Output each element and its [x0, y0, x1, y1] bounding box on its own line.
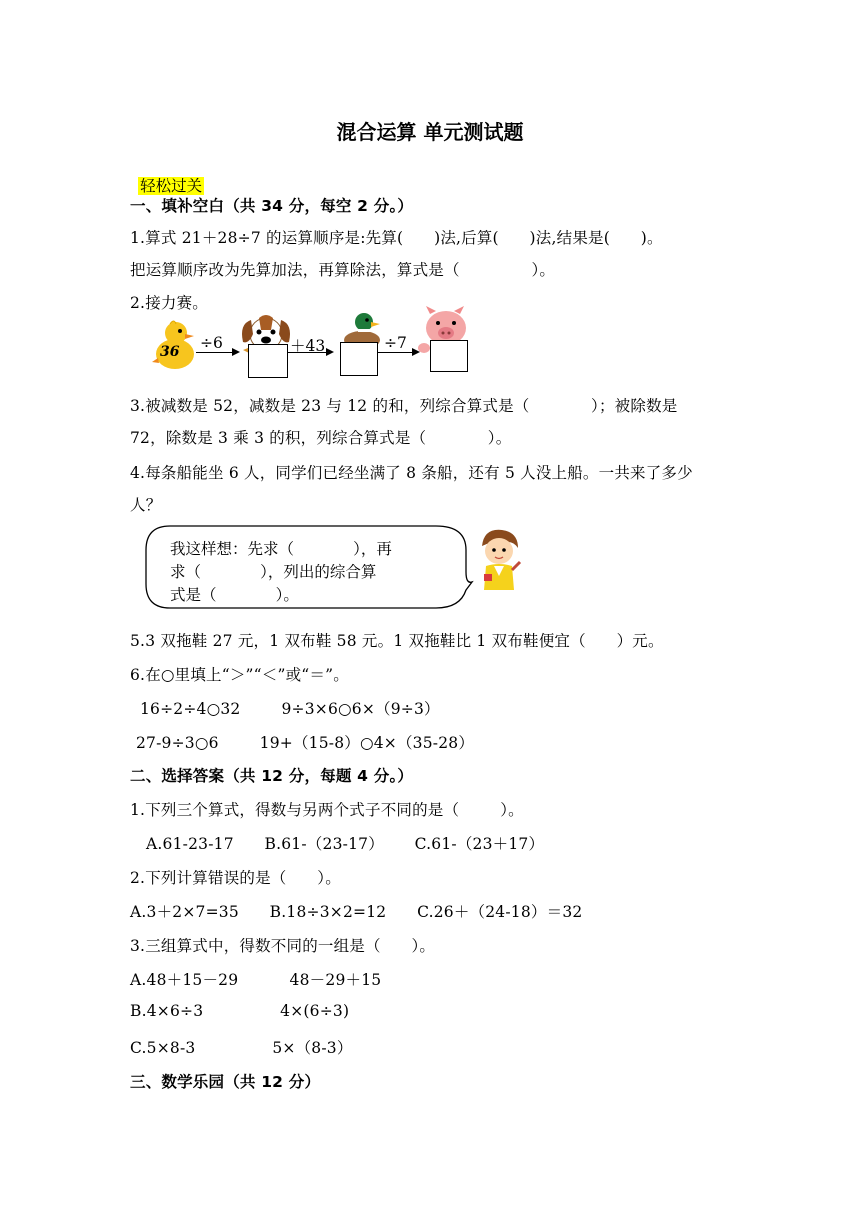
relay-op-1: ÷6 [200, 334, 223, 352]
bubble-line-2: 求（ ），列出的综合算 [170, 563, 377, 581]
q4-line1: 4.每条船能坐 6 人，同学们已经坐满了 8 条船，还有 5 人没上船。一共来了多少 [130, 464, 693, 482]
q3-line2: 72，除数是 3 乘 3 的积，列综合算式是（ ）。 [130, 429, 512, 447]
s2-q1-text: 1.下列三个算式，得数与另两个式子不同的是（ ）。 [130, 801, 524, 819]
relay-answer-box-1[interactable] [248, 344, 288, 378]
bubble-line-3: 式是（ ）。 [170, 586, 299, 604]
level-badge [128, 155, 204, 196]
s2-q3-option-a: A.48＋15－29 48－29＋15 [130, 971, 382, 989]
level-badge-text: 轻松过关 [140, 177, 203, 195]
boy-thinking-icon [472, 526, 528, 592]
q1-line2: 把运算顺序改为先算加法，再算除法，算式是（ ）。 [130, 261, 556, 279]
relay-arrow-2 [288, 352, 326, 353]
q3-line1: 3.被减数是 52，减数是 23 与 12 的和，列综合算式是（ ）；被除数是 [130, 397, 678, 415]
s2-q1-options: A.61-23-17 B.61-（23-17） C.61-（23＋17） [146, 835, 545, 853]
q4-line2: 人？ [130, 496, 162, 514]
section-3-heading: 三、数学乐园（共 12 分） [130, 1073, 321, 1091]
s2-q3-text: 3.三组算式中，得数不同的一组是（ ）。 [130, 937, 436, 955]
section-1-heading: 一、填补空白（共 34 分，每空 2 分。） [130, 197, 414, 215]
relay-answer-box-3[interactable] [430, 340, 468, 372]
relay-arrow-2-head [326, 348, 334, 356]
q6-row-2: 27-9÷3○6 19+（15-8）○4×（35-28） [136, 734, 475, 752]
s2-q2-options: A.3＋2×7=35 B.18÷3×2=12 C.26＋（24-18）＝32 [130, 903, 583, 921]
s2-q2-text: 2.下列计算错误的是（ ）。 [130, 869, 341, 887]
relay-start-number: 36 [160, 344, 180, 360]
s2-q3-option-c: C.5×8-3 5×（8-3） [130, 1039, 353, 1057]
relay-arrow-1 [196, 352, 232, 353]
q1-line1: 1.算式 21＋28÷7 的运算顺序是:先算( )法,后算( )法,结果是( )。 [130, 229, 663, 247]
relay-op-3: ÷7 [384, 334, 407, 352]
q6-text: 6.在○里填上“＞”“＜”或“＝”。 [130, 666, 349, 684]
q5-text: 5.3 双拖鞋 27 元，1 双布鞋 58 元。1 双拖鞋比 1 双布鞋便宜（ ）元。 [130, 632, 664, 650]
relay-answer-box-2[interactable] [340, 342, 378, 376]
s2-q3-option-b: B.4×6÷3 4×(6÷3) [130, 1002, 350, 1020]
section-2-heading: 二、选择答案（共 12 分，每题 4 分。） [130, 767, 414, 785]
q2-text: 2.接力赛。 [130, 294, 208, 312]
q6-row-1: 16÷2÷4○32 9÷3×6○6×（9÷3） [140, 700, 440, 718]
relay-arrow-3 [378, 352, 412, 353]
relay-op-2: ＋43 [290, 337, 326, 355]
bubble-line-1: 我这样想：先求（ ），再 [170, 540, 392, 558]
page-title: 混合运算 单元测试题 [336, 120, 524, 144]
